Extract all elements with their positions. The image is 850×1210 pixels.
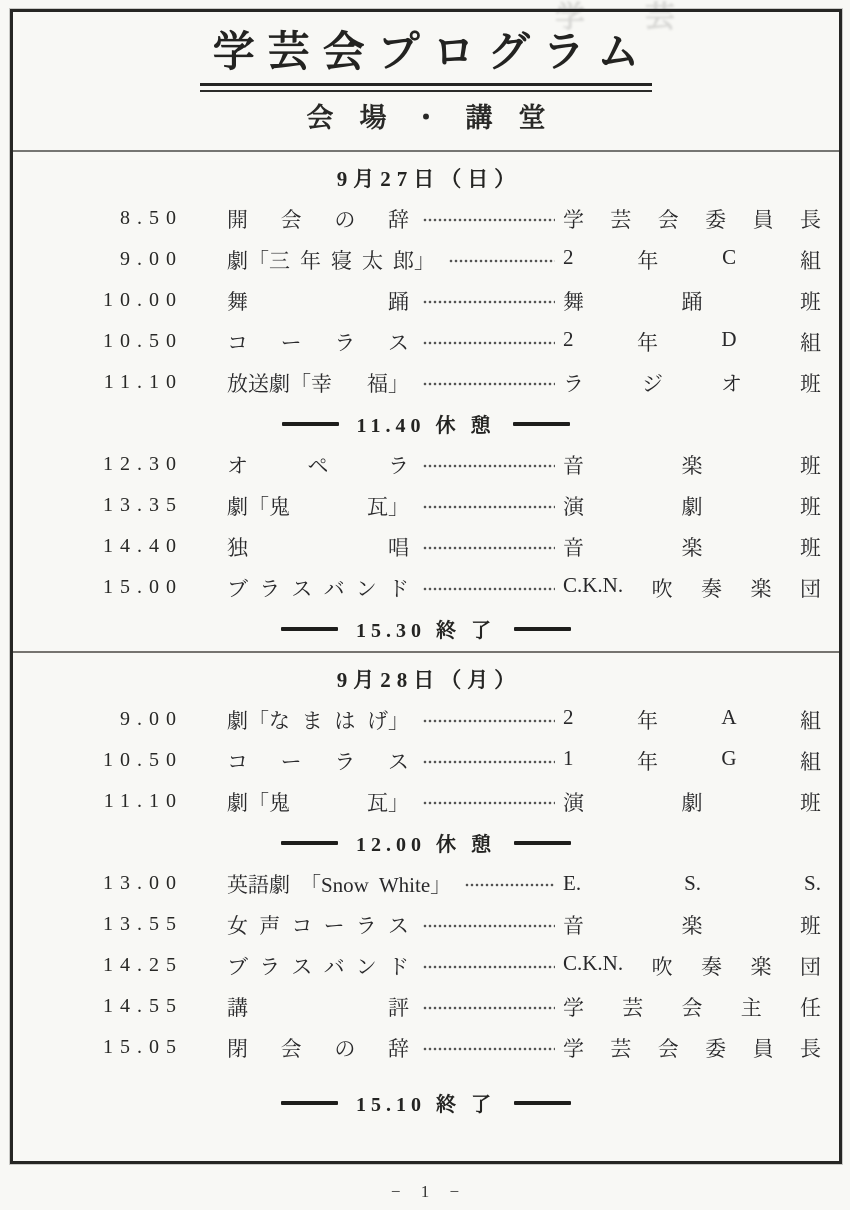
time-label: 12.30 [103, 453, 183, 475]
dot-leader [423, 382, 555, 386]
performer-label-segment: 楽 [750, 954, 772, 979]
performer-label [563, 910, 821, 940]
notice-text: 15.30 終 了 [356, 620, 496, 642]
performer-label-segment: 委 [705, 1036, 727, 1061]
performer-label-segment: 長 [799, 207, 821, 232]
program-title [227, 746, 409, 776]
time-label: 15.05 [103, 1036, 183, 1058]
performer-label [563, 871, 821, 896]
notice-text: 12.00 休 憩 [356, 834, 496, 856]
performer-label-segment: 楽 [681, 913, 703, 938]
performer-label-segment: 芸 [610, 1036, 632, 1061]
performer-label-segment: 舞 [563, 289, 584, 314]
performer-label-segment: 年 [636, 330, 658, 355]
dot-leader [423, 546, 555, 550]
performer-label-segment: C.K.N. [563, 950, 624, 975]
schedule-notice [13, 1082, 839, 1123]
performer-label-segment: 組 [800, 248, 821, 273]
program-title-segment: 講 [227, 995, 248, 1020]
program-title-segment: 開 [227, 207, 248, 232]
performer-label-segment: 任 [800, 995, 821, 1020]
program-title-segment: は [334, 708, 356, 733]
program-title-segment: ー [280, 749, 302, 774]
performer-label-segment: C.K.N. [563, 572, 624, 597]
performer-label-segment: 学 [563, 207, 584, 232]
performer-label-segment: 団 [799, 954, 821, 979]
program-title-segment: ラ [388, 453, 409, 478]
performer-label [563, 286, 821, 316]
program-title [227, 573, 409, 603]
program-title-segment: ド [387, 954, 409, 979]
scan-bleedthrough-artifact: 学芸 [555, 1, 735, 34]
performer-label [563, 573, 821, 603]
performer-label-segment: 班 [800, 453, 821, 478]
performer-label-segment: 音 [563, 453, 584, 478]
day-schedule [13, 699, 839, 1123]
program-title-segment: ス [291, 954, 313, 979]
performer-label-segment: 年 [636, 708, 658, 733]
performer-label [563, 1033, 821, 1063]
page-number: − 1 − [390, 1182, 468, 1201]
program-title [227, 532, 409, 562]
dot-leader [423, 760, 555, 764]
dot-leader [423, 218, 555, 222]
program-title-segment: ラ [259, 576, 281, 601]
notice-text: 15.10 終 了 [356, 1094, 496, 1116]
program-entry-row [13, 321, 839, 362]
performer-label-segment: 踊 [681, 289, 703, 314]
program-title-segment: コ [227, 749, 248, 774]
time-label: 10.50 [103, 749, 183, 771]
program-title-segment: ス [387, 749, 409, 774]
program-title-segment: 会 [280, 207, 302, 232]
program-title [227, 992, 409, 1022]
time-label: 9.00 [120, 248, 183, 270]
notice-dash-left [281, 627, 338, 631]
dot-leader [423, 505, 555, 509]
program-title-segment: 独 [227, 535, 248, 560]
program-title-segment: ス [387, 913, 409, 938]
performer-label-segment: G [721, 745, 737, 770]
performer-label-segment: 組 [799, 708, 821, 733]
performer-label-segment: 音 [563, 913, 584, 938]
performer-label-segment: 班 [800, 289, 821, 314]
performer-label-segment: E. [563, 871, 582, 895]
venue-heading: 会場・講堂 [306, 103, 572, 133]
notice-dash-left [281, 841, 338, 845]
performer-label-segment: 演 [563, 494, 584, 519]
program-title [227, 869, 451, 899]
performer-label-segment: 主 [740, 995, 762, 1020]
performer-label [563, 992, 821, 1022]
program-title-segment: ン [355, 954, 377, 979]
performer-label [563, 204, 821, 234]
performer-label-segment: 班 [800, 371, 821, 396]
dot-leader [423, 300, 555, 304]
performer-label-segment: ジ [642, 371, 663, 396]
program-title-segment: ペ [307, 453, 329, 478]
performer-label [563, 368, 821, 398]
program-title-segment: 辞 [387, 207, 409, 232]
performer-label-segment: 楽 [681, 535, 703, 560]
dot-leader [449, 259, 555, 263]
program-entry-row [13, 362, 839, 403]
performer-label-segment: 委 [705, 207, 727, 232]
time-label: 11.10 [103, 790, 183, 812]
performer-label-segment: 年 [637, 248, 659, 273]
program-title [227, 705, 409, 735]
program-title-segment: 英語劇 [227, 872, 290, 897]
time-label: 13.35 [103, 494, 183, 516]
title-underline [200, 83, 652, 92]
program-title-segment: ド [387, 576, 409, 601]
time-label: 13.55 [103, 913, 183, 935]
time-label: 10.50 [103, 330, 183, 352]
program-title-segment: ラ [355, 913, 377, 938]
program-border-frame [10, 9, 842, 1164]
program-title-segment: 放送劇「幸 [227, 371, 332, 396]
program-title-segment: ブ [227, 576, 248, 601]
program-entry-row [13, 444, 839, 485]
program-title [227, 787, 409, 817]
performer-label-segment: オ [721, 371, 742, 396]
notice-dash-left [281, 1101, 338, 1105]
program-title-segment: コ [227, 330, 248, 355]
program-title-segment: 唱 [388, 535, 409, 560]
program-entry-row [13, 699, 839, 740]
program-title-segment: の [334, 1036, 356, 1061]
program-title [227, 491, 409, 521]
program-title [227, 951, 409, 981]
dot-leader [423, 801, 555, 805]
program-entry-row [13, 239, 839, 280]
program-title-segment: 瓦」 [367, 494, 409, 519]
time-label: 15.00 [103, 576, 183, 598]
performer-label-segment: A [721, 704, 737, 729]
dot-leader [423, 719, 555, 723]
program-title-segment: ン [355, 576, 377, 601]
performer-label-segment: 班 [800, 790, 821, 815]
performer-label-segment: 楽 [750, 576, 772, 601]
program-title-segment: ー [323, 913, 345, 938]
program-title-segment: げ」 [366, 708, 409, 733]
dot-leader [423, 1006, 555, 1010]
performer-label-segment: 組 [799, 330, 821, 355]
program-title-segment: ス [387, 330, 409, 355]
schedule-days [13, 160, 839, 1123]
performer-label-segment: 音 [563, 535, 584, 560]
header-divider [13, 150, 839, 152]
program-title-segment: ー [280, 330, 302, 355]
dot-leader [423, 587, 555, 591]
program-entry-row [13, 904, 839, 945]
program-title-segment: 閉 [227, 1036, 248, 1061]
performer-label [563, 450, 821, 480]
performer-label-segment: 班 [800, 913, 821, 938]
performer-label-segment: 芸 [610, 207, 632, 232]
performer-label-segment: 年 [636, 749, 658, 774]
performer-label-segment: 2 [563, 704, 574, 729]
notice-text: 11.40 休 憩 [356, 415, 496, 437]
performer-label-segment: 員 [752, 1036, 774, 1061]
time-label: 14.25 [103, 954, 183, 976]
dot-leader [423, 1047, 555, 1051]
program-title-segment: 劇「三 [227, 248, 290, 273]
program-title-segment: 福」 [367, 371, 409, 396]
time-label: 11.10 [103, 371, 183, 393]
program-title-segment: White」 [378, 872, 452, 897]
performer-label [563, 951, 821, 981]
program-title-segment: 「Snow [300, 872, 369, 897]
performer-label-segment: D [721, 326, 737, 351]
dot-leader [465, 883, 555, 887]
program-title-segment: 踊 [388, 289, 409, 314]
program-title-segment: 瓦」 [367, 790, 409, 815]
program-title [227, 204, 409, 234]
program-title-segment: オ [227, 453, 248, 478]
performer-label [563, 245, 821, 275]
performer-label-segment: 会 [681, 995, 703, 1020]
performer-label-segment: 会 [657, 1036, 679, 1061]
schedule-notice [13, 822, 839, 863]
performer-label-segment: 班 [800, 494, 821, 519]
performer-label-segment: 吹 [651, 954, 673, 979]
dot-leader [423, 341, 555, 345]
performer-label-segment: 奏 [701, 576, 723, 601]
date-heading: 9月27日（日） [336, 167, 522, 191]
performer-label-segment: 奏 [701, 954, 723, 979]
program-entry-row [13, 740, 839, 781]
program-title-segment: 劇「鬼 [227, 494, 290, 519]
time-label: 10.00 [103, 289, 183, 311]
program-title [227, 450, 409, 480]
performer-label [563, 327, 821, 357]
notice-dash-left [282, 422, 339, 426]
schedule-notice [13, 608, 839, 649]
performer-label-segment: 芸 [622, 995, 644, 1020]
performer-label-segment: ラ [563, 371, 584, 396]
performer-label-segment: 学 [563, 1036, 584, 1061]
time-label: 14.55 [103, 995, 183, 1017]
page-title: 学芸会プログラム [212, 28, 653, 75]
performer-label-segment: S. [804, 871, 821, 895]
notice-dash-right [514, 627, 571, 631]
schedule-notice [13, 403, 839, 444]
performer-label-segment: 劇 [681, 494, 703, 519]
day-divider [13, 651, 839, 653]
program-title-segment: ス [291, 576, 313, 601]
notice-dash-right [513, 422, 570, 426]
date-heading: 9月28日（月） [336, 668, 522, 692]
program-title [227, 1033, 409, 1063]
program-entry-row [13, 863, 839, 904]
performer-label-segment: 2 [563, 244, 574, 269]
performer-label-segment: 2 [563, 326, 574, 351]
dot-leader [423, 464, 555, 468]
performer-label-segment: 会 [657, 207, 679, 232]
program-title-segment: ブ [227, 954, 248, 979]
program-entry-row [13, 781, 839, 822]
time-label: 14.40 [103, 535, 183, 557]
performer-label-segment: 組 [799, 749, 821, 774]
dot-leader [423, 924, 555, 928]
performer-label [563, 705, 821, 735]
program-title-segment: バ [323, 576, 345, 601]
program-title-segment: コ [291, 913, 313, 938]
program-entry-row [13, 567, 839, 608]
program-title-segment: 会 [280, 1036, 302, 1061]
performer-label-segment: 吹 [651, 576, 673, 601]
program-title-segment: バ [323, 954, 345, 979]
time-label: 13.00 [103, 872, 183, 894]
notice-dash-right [514, 1101, 571, 1105]
program-entry-row [13, 1027, 839, 1068]
day-schedule [13, 198, 839, 649]
program-title-segment: ラ [259, 954, 281, 979]
performer-label-segment: 劇 [681, 790, 703, 815]
performer-label-segment: 演 [563, 790, 584, 815]
program-title-segment: 舞 [227, 289, 248, 314]
program-title-segment: 評 [388, 995, 409, 1020]
performer-label-segment: 1 [563, 745, 574, 770]
time-label: 9.00 [120, 708, 183, 730]
program-title-segment: 辞 [387, 1036, 409, 1061]
program-title-segment: 声 [259, 913, 281, 938]
performer-label [563, 491, 821, 521]
program-entry-row [13, 280, 839, 321]
program-entry-row [13, 986, 839, 1027]
performer-label-segment: 班 [800, 535, 821, 560]
program-title [227, 327, 409, 357]
program-title-segment: 劇「鬼 [227, 790, 290, 815]
performer-label-segment: C [722, 244, 737, 269]
program-entry-row [13, 485, 839, 526]
program-title [227, 368, 409, 398]
program-title-segment: ラ [334, 749, 356, 774]
program-title-segment: 郎」 [393, 248, 435, 273]
program-title-segment: 寝 [331, 248, 352, 273]
performer-label-segment: 長 [799, 1036, 821, 1061]
performer-label-segment: S. [684, 871, 702, 895]
performer-label-segment: 楽 [681, 453, 703, 478]
program-title-segment: 女 [227, 913, 248, 938]
performer-label-segment: 団 [799, 576, 821, 601]
program-title-segment: ま [301, 708, 323, 733]
dot-leader [423, 965, 555, 969]
performer-label [563, 532, 821, 562]
notice-dash-right [514, 841, 571, 845]
performer-label-segment: 学 [563, 995, 584, 1020]
program-title [227, 245, 435, 275]
performer-label [563, 746, 821, 776]
program-title [227, 286, 409, 316]
program-title [227, 910, 409, 940]
performer-label [563, 787, 821, 817]
program-title-segment: 年 [300, 248, 321, 273]
program-title-segment: の [334, 207, 356, 232]
program-title-segment: ラ [334, 330, 356, 355]
performer-label-segment: 員 [752, 207, 774, 232]
program-title-segment: 劇「な [227, 708, 290, 733]
program-title-segment: 太 [362, 248, 383, 273]
program-entry-row [13, 526, 839, 567]
program-entry-row [13, 945, 839, 986]
program-entry-row [13, 198, 839, 239]
time-label: 8.50 [120, 207, 183, 229]
